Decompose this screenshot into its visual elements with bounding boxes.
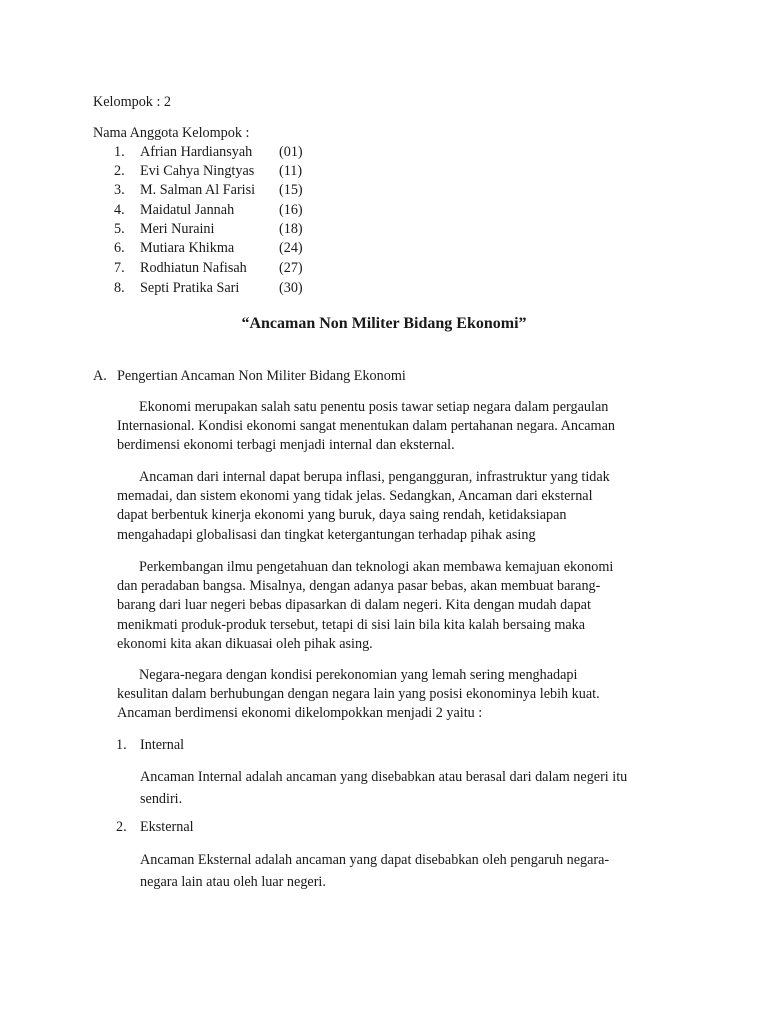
member-name: M. Salman Al Farisi bbox=[140, 182, 256, 198]
paragraph-line: Ancaman Eksternal adalah ancaman yang dapat disebabkan oleh pengaruh negara- bbox=[140, 852, 610, 868]
member-name: Septi Pratika Sari bbox=[140, 280, 240, 296]
member-number: 7. bbox=[114, 260, 125, 276]
member-id: (15) bbox=[279, 182, 303, 198]
paragraph-line: Ancaman berdimensi ekonomi dikelompokkan menjadi 2 yaitu : bbox=[117, 705, 483, 722]
paragraph-line: Perkembangan ilmu pengetahuan dan teknologi akan membawa kemajuan ekonomi bbox=[139, 559, 614, 575]
paragraph-line: kesulitan dalam berhubungan dengan negara lain yang posisi ekonominya lebih kuat. bbox=[117, 686, 600, 703]
paragraph-line: memadai, dan sistem ekonomi yang tidak jelas. Sedangkan, Ancaman dari eksternal bbox=[117, 488, 593, 505]
subitem-number: 2. bbox=[116, 819, 127, 835]
member-name: Mutiara Khikma bbox=[140, 240, 235, 256]
paragraph-line: negara lain atau oleh luar negeri. bbox=[140, 874, 326, 890]
document-title: “Ancaman Non Militer Bidang Ekonomi” bbox=[241, 315, 527, 332]
member-id: (18) bbox=[279, 221, 303, 237]
members-label: Nama Anggota Kelompok : bbox=[93, 125, 250, 141]
paragraph-line: dapat berbentuk kinerja ekonomi yang buruk, daya saing rendah, ketidaksiapan bbox=[117, 507, 567, 524]
paragraph-line: Ancaman Internal adalah ancaman yang disebabkan atau berasal dari dalam negeri itu bbox=[140, 769, 628, 785]
paragraph-line: sendiri. bbox=[140, 791, 183, 807]
subitem-label: Eksternal bbox=[140, 819, 194, 835]
paragraph-line: Negara-negara dengan kondisi perekonomian yang lemah sering menghadapi bbox=[139, 667, 578, 683]
section-letter: A. bbox=[93, 368, 107, 384]
member-number: 8. bbox=[114, 280, 125, 296]
paragraph-line: Ancaman dari internal dapat berupa inflasi, pengangguran, infrastruktur yang tidak bbox=[139, 469, 610, 485]
member-id: (01) bbox=[279, 144, 303, 160]
paragraph bbox=[117, 666, 665, 724]
paragraph-line: menikmati produk-produk tersebut, tetapi di sisi lain bila kita kalah bersaing maka bbox=[117, 616, 586, 633]
paragraph-line: mengahadapi globalisasi dan tingkat ketergantungan terhadap pihak asing bbox=[117, 526, 536, 543]
member-id: (24) bbox=[279, 240, 303, 256]
subitem-text bbox=[140, 766, 660, 810]
member-name: Maidatul Jannah bbox=[140, 202, 235, 218]
paragraph bbox=[117, 398, 665, 456]
member-number: 1. bbox=[114, 144, 125, 160]
subitem-number: 1. bbox=[116, 737, 127, 753]
paragraph bbox=[117, 558, 665, 654]
group-number: Kelompok : 2 bbox=[93, 94, 172, 110]
subitem-label: Internal bbox=[140, 737, 185, 753]
paragraph-line: dan peradaban bangsa. Misalnya, dengan adanya pasar bebas, akan membuat barang- bbox=[117, 578, 601, 595]
member-number: 5. bbox=[114, 221, 125, 237]
paragraph-line: Internasional. Kondisi ekonomi sangat menentukan dalam pertahanan negara. Ancaman bbox=[117, 418, 615, 435]
member-number: 6. bbox=[114, 240, 125, 256]
member-name: Rodhiatun Nafisah bbox=[140, 260, 247, 276]
paragraph-line: Ekonomi merupakan salah satu penentu posis tawar setiap negara dalam pergaulan bbox=[139, 399, 609, 415]
subitem-text bbox=[140, 849, 660, 893]
paragraph-line: ekonomi kita akan dikuasai oleh pihak asing. bbox=[117, 635, 373, 652]
member-number: 4. bbox=[114, 202, 125, 218]
member-name: Afrian Hardiansyah bbox=[140, 144, 253, 160]
member-name: Evi Cahya Ningtyas bbox=[140, 163, 255, 179]
paragraph-line: berdimensi ekonomi terbagi menjadi internal dan eksternal. bbox=[117, 437, 455, 454]
member-id: (27) bbox=[279, 260, 303, 276]
paragraph-line: barang dari luar negeri bebas dipasarkan di dalam negeri. Kita dengan mudah dapat bbox=[117, 597, 591, 614]
member-id: (11) bbox=[279, 163, 303, 179]
paragraph bbox=[117, 468, 665, 545]
member-name: Meri Nuraini bbox=[140, 221, 215, 237]
member-id: (30) bbox=[279, 280, 303, 296]
member-id: (16) bbox=[279, 202, 303, 218]
member-number: 2. bbox=[114, 163, 125, 179]
member-number: 3. bbox=[114, 182, 125, 198]
section-heading: Pengertian Ancaman Non Militer Bidang Ekonomi bbox=[117, 368, 406, 384]
